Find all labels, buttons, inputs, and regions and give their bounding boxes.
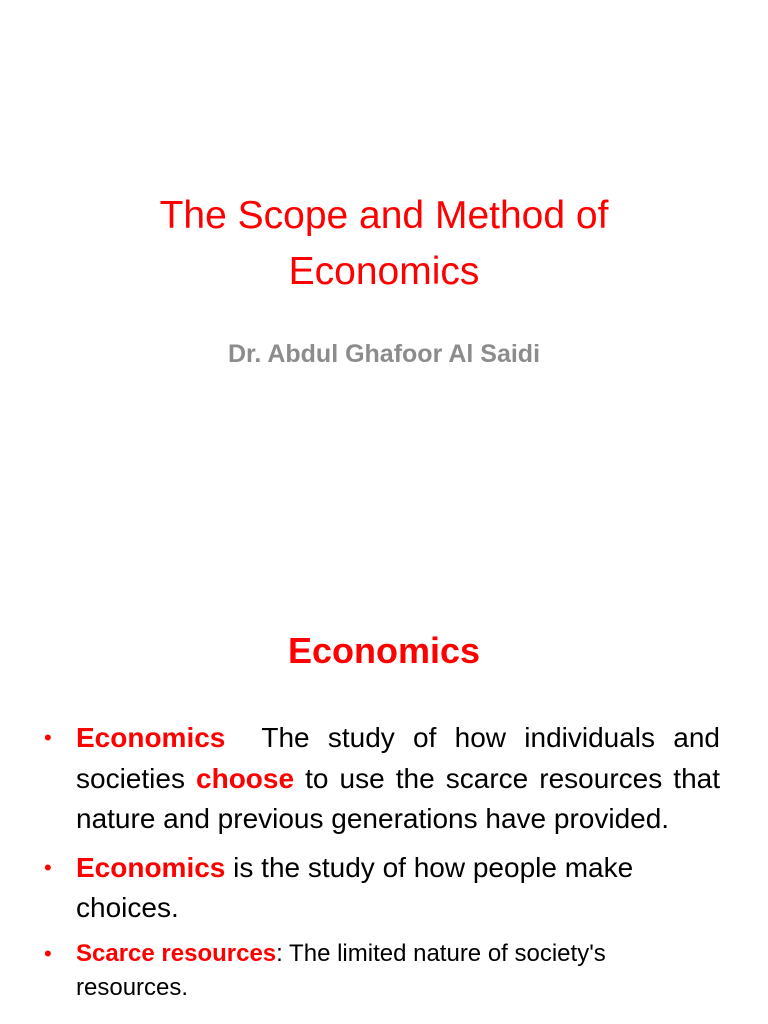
bullet-list [44, 718, 728, 1013]
title-line-2: Economics [288, 250, 480, 293]
bullet-term: Economics [76, 722, 226, 753]
list-item [44, 718, 728, 840]
section-heading: Economics [287, 630, 481, 671]
bullet-text: is the study of how people make choices. [76, 851, 634, 923]
list-item [44, 848, 720, 929]
bullet-icon: • [44, 940, 52, 966]
slide-subtitle: Dr. Abdul Ghafoor Al Saidi [227, 340, 541, 368]
bullet-text: to use the scarce resources that nature and previous generations have provided. [76, 762, 720, 834]
bullet-highlight: choose [196, 762, 295, 794]
slide-title [60, 188, 708, 300]
bullet-term: Scarce resources [76, 939, 277, 967]
bullet-icon: • [44, 854, 52, 880]
bullet-text: The study of how individuals and societies [76, 722, 728, 794]
list-item [44, 937, 720, 1005]
bullet-term: Economics [76, 851, 226, 883]
title-line-1: The Scope and Method of [159, 194, 609, 237]
bullet-icon: • [44, 725, 52, 750]
bullet-text: : The limited nature of society's resources. [76, 939, 606, 1001]
